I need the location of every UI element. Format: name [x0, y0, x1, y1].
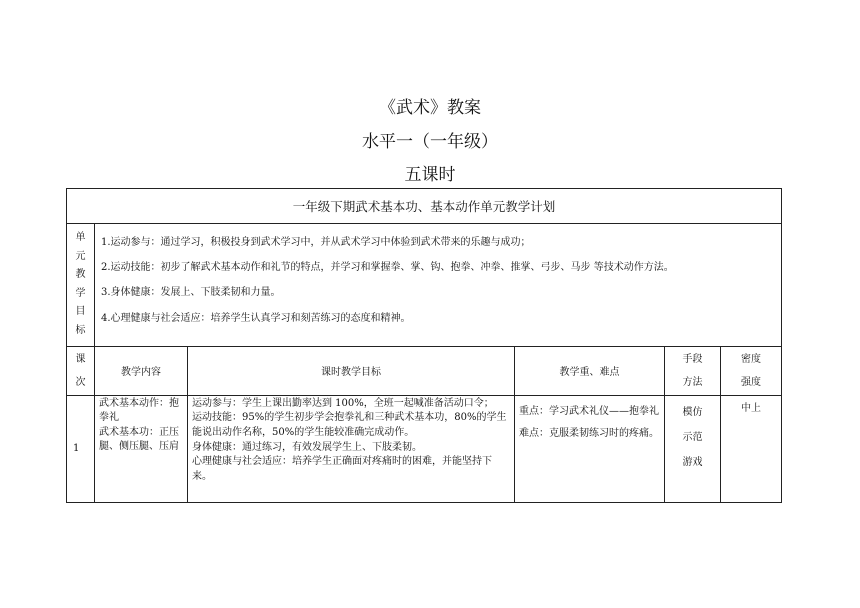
header-density: 密度 强度 [721, 346, 782, 395]
table-row [67, 395, 782, 502]
goal-item: 2.运动技能：初步了解武术基本动作和礼节的特点，并学习和掌握拳、掌、钩、抱拳、冲拳、推掌、弓步、马步 等技术动作方法。 [101, 262, 674, 274]
lesson-number: 1 [67, 395, 95, 502]
lesson-objectives: 运动参与：学生上课出勤率达到 100%，全班一起喊准备活动口令； 运动技能：95%的学生初步学会抱拳礼和三种武术基本功，80%的学生能说出动作名称，50%的学生能较准确完成动作。 身体健康：通过练习，有效发展学生上、下肢柔韧。 心理健康与社会适应：培养学生正确面对疼痛时的困难，并能坚持下来。 [188, 395, 515, 502]
header-objectives: 课时教学目标 [188, 346, 515, 395]
goal-item: 1.运动参与：通过学习，积极投身到武术学习中，并从武术学习中体验到武术带来的乐趣与成功； [101, 237, 531, 248]
unit-goal-label: 单 元 教 学 目 标 [67, 224, 95, 347]
unit-plan-heading: 一年级下期武术基本功、基本动作单元教学计划 [67, 189, 782, 224]
goal-item: 4.心理健康与社会适应：培养学生认真学习和刻苦练习的态度和精神。 [101, 312, 411, 324]
lesson-key-points: 重点：学习武术礼仪——抱拳礼 难点：克服柔韧练习时的疼痛。 [515, 395, 665, 502]
lesson-methods: 模仿 示范 游戏 [665, 395, 721, 502]
header-key-points: 教学重、难点 [515, 346, 665, 395]
lesson-density: 中上 [721, 395, 782, 502]
lesson-content: 武术基本动作：抱拳礼 武术基本功：正压腿、侧压腿、压肩 [95, 395, 188, 502]
lesson-hours: 五课时 [404, 165, 456, 185]
document-title: 《武术》教案 [379, 98, 481, 118]
goal-item: 3.身体健康：发展上、下肢柔韧和力量。 [101, 287, 281, 299]
unit-plan-table [66, 188, 782, 503]
header-lesson: 课 次 [67, 346, 95, 395]
header-methods: 手段 方法 [665, 346, 721, 395]
grade-level: 水平一（一年级） [362, 132, 498, 152]
header-content: 教学内容 [95, 346, 188, 395]
unit-goals [95, 224, 782, 347]
